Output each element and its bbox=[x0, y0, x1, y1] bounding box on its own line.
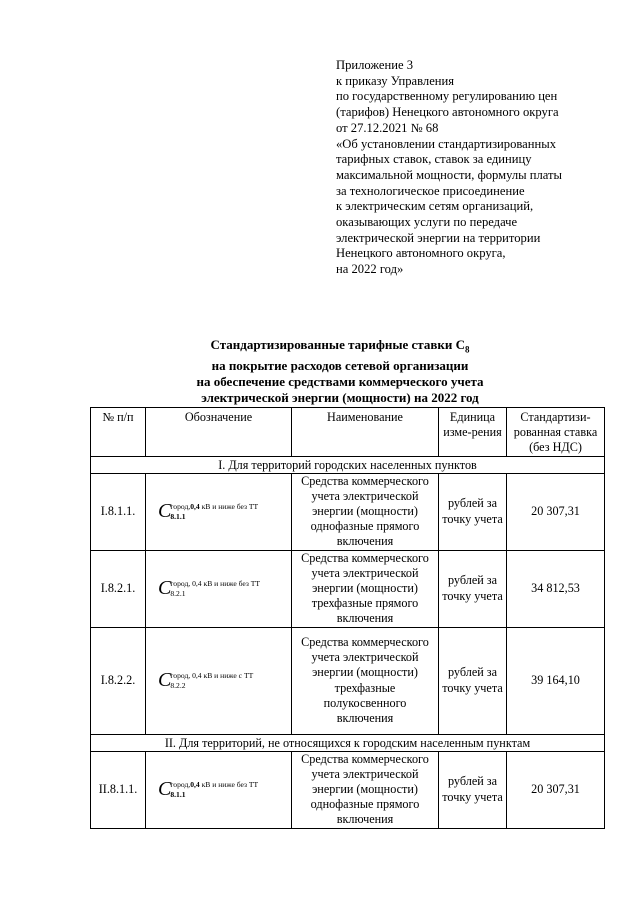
appendix-line: Ненецкого автономного округа, bbox=[336, 246, 506, 261]
appendix-line: к приказу Управления bbox=[336, 73, 455, 88]
appendix-line: оказывающих услуги по передаче bbox=[336, 215, 518, 230]
table-row bbox=[91, 550, 605, 627]
row-num: I.8.2.1. bbox=[91, 550, 146, 627]
title-line-1: Стандартизированные тарифные ставки $С_8$ bbox=[210, 337, 470, 355]
row-unit: рублей за точку учета bbox=[439, 751, 507, 828]
symbol-subscript: 8.1.1 bbox=[170, 511, 186, 521]
title-line-3: на обеспечение средствами коммерческого учета bbox=[196, 374, 484, 390]
title-line-4: электрической энергии (мощности) на 2022 год bbox=[201, 390, 479, 406]
appendix-line: на 2022 год» bbox=[336, 262, 404, 277]
row-name: Средства коммерческого учета электрической энергии (мощности) однофазные прямого включения bbox=[292, 473, 439, 550]
section-row bbox=[91, 456, 605, 473]
appendix-line: «Об установлении стандартизированных bbox=[336, 136, 557, 151]
header-num: № п/п bbox=[91, 408, 146, 457]
symbol-superscript: город, 0,4 кВ и ниже без ТТ bbox=[170, 579, 261, 589]
row-unit: рублей за точку учета bbox=[439, 550, 507, 627]
appendix-line: электрической энергии на территории bbox=[336, 230, 541, 245]
title-subscript: 8 bbox=[464, 344, 470, 355]
appendix-line: к электрическим сетям организаций, bbox=[336, 199, 534, 214]
row-num: I.8.1.1. bbox=[91, 473, 146, 550]
header-rate: Стандартизи-рованная ставка (без НДС) bbox=[507, 408, 605, 457]
symbol-letter: C bbox=[158, 669, 172, 692]
appendix-line: (тарифов) Ненецкого автономного округа bbox=[336, 105, 559, 120]
symbol-superscript: город,0,4 кВ и ниже без ТТ bbox=[170, 502, 259, 512]
row-rate: 39 164,10 bbox=[507, 627, 605, 734]
row-rate: 34 812,53 bbox=[507, 550, 605, 627]
row-rate: 20 307,31 bbox=[507, 473, 605, 550]
symbol-letter: C bbox=[158, 778, 172, 801]
header-unit: Единица изме-рения bbox=[439, 408, 507, 457]
symbol-letter: C bbox=[158, 577, 172, 600]
title-line-2: на покрытие расходов сетевой организации bbox=[211, 357, 469, 373]
appendix-line: за технологическое присоединение bbox=[336, 183, 525, 198]
header-name: Наименование bbox=[292, 408, 439, 457]
row-name: Средства коммерческого учета электрической энергии (мощности) трехфазные прямого включения bbox=[292, 550, 439, 627]
appendix-block bbox=[336, 58, 626, 278]
table-header-row bbox=[91, 408, 605, 457]
row-unit: рублей за точку учета bbox=[439, 473, 507, 550]
symbol-superscript: город, 0,4 кВ и ниже с ТТ bbox=[170, 671, 254, 681]
appendix-line: тарифных ставок, ставок за единицу bbox=[336, 152, 532, 167]
header-designation: Обозначение bbox=[146, 408, 292, 457]
section-row bbox=[91, 734, 605, 751]
row-unit: рублей за точку учета bbox=[439, 627, 507, 734]
symbol-letter: C bbox=[158, 500, 172, 522]
row-designation bbox=[146, 550, 292, 627]
appendix-line: Приложение 3 bbox=[336, 58, 414, 72]
row-num: II.8.1.1. bbox=[91, 751, 146, 828]
appendix-line: по государственному регулированию цен bbox=[336, 89, 558, 104]
section-title: II. Для территорий, не относящихся к городским населенным пунктам bbox=[91, 734, 605, 751]
symbol-superscript: город,0,4 кВ и ниже без ТТ bbox=[170, 780, 259, 790]
row-rate: 20 307,31 bbox=[507, 751, 605, 828]
row-designation bbox=[146, 627, 292, 734]
row-designation bbox=[146, 751, 292, 828]
table-row bbox=[91, 627, 605, 734]
appendix-line: максимальной мощности, формулы платы bbox=[336, 167, 563, 182]
row-num: I.8.2.2. bbox=[91, 627, 146, 734]
appendix-line: от 27.12.2021 № 68 bbox=[336, 120, 439, 135]
row-name: Средства коммерческого учета электрической энергии (мощности) однофазные прямого включения bbox=[292, 751, 439, 828]
row-name: Средства коммерческого учета электрической энергии (мощности) трехфазные полукосвенного включения bbox=[292, 627, 439, 734]
document-title bbox=[120, 337, 560, 407]
rates-table bbox=[90, 407, 605, 829]
symbol-subscript: 8.2.2 bbox=[170, 680, 186, 690]
section-title: I. Для территорий городских населенных пунктов bbox=[91, 456, 605, 473]
table-row bbox=[91, 751, 605, 828]
symbol-subscript: 8.1.1 bbox=[170, 789, 186, 799]
table-row bbox=[91, 473, 605, 550]
symbol-subscript: 8.2.1 bbox=[170, 588, 186, 598]
row-designation bbox=[146, 473, 292, 550]
